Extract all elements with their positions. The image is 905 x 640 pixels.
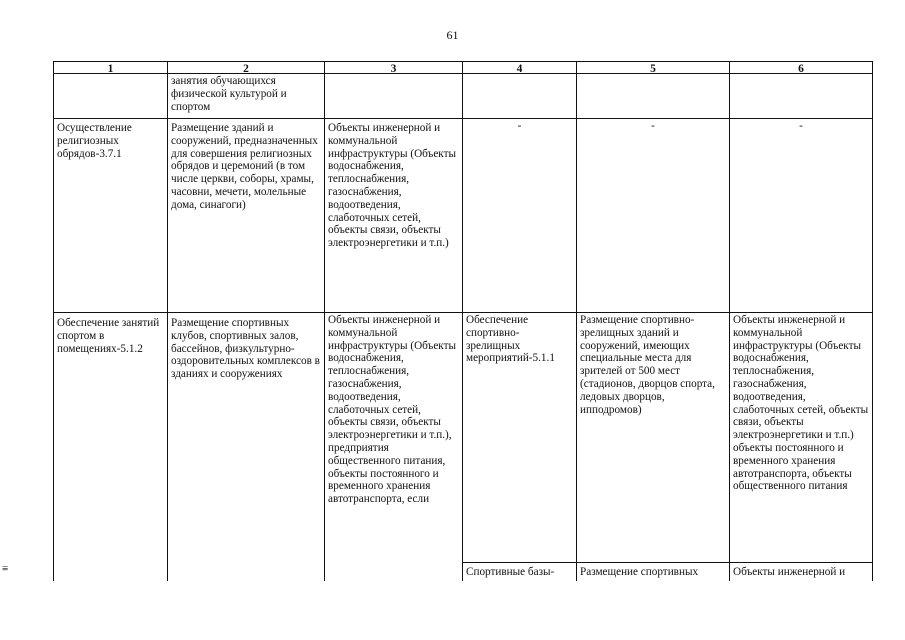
column-header: 2 [243,63,249,74]
table-cell: Объекты инженерной и коммунальной инфраструктуры (Объекты водоснабжения, теплоснабжения, газоснабжения, водоотведения, слаботочных сетей, объекты связи, объекты электроэнергетики и т.п.), предприятия общественного питания, объекты постоянного и временного хранения автотранспорта, если [328,314,457,506]
table-cell: Размещение спортивно-зрелищных зданий и сооружений, имеющих специальные места для зрителей от 500 мест (стадионов, дворцов спорта, ледовых дворцов, ипподромов) [580,314,715,416]
table-cell: - [799,120,803,132]
table-cell: Обеспечение спортивно-зрелищных мероприятий-5.1.1 [466,314,555,365]
table-cell: Обеспечение занятий спортом в помещениях-5.1.2 [57,317,160,355]
margin-mark: ≡ [2,563,9,575]
table-cell: занятия обучающихся физической культурой и спортом [171,75,287,113]
column-header: 4 [516,63,523,74]
table-cell: - [651,120,655,132]
table-cell: Спортивные базы- [466,566,555,578]
column-header: 5 [650,63,656,74]
page-number: 61 [446,28,459,42]
table-cell: Осуществление религиозных обрядов-3.7.1 [57,122,132,160]
row-rule [462,562,873,563]
column-rule [872,61,873,581]
table-cell: Объекты инженерной и коммунальной инфраструктуры (Объекты водоснабжения, теплоснабжения, газоснабжения, водоотведения, слаботочных сетей, объекты связи, объекты электроэнергетики и т.п.) [328,122,457,250]
column-header: 1 [107,63,114,74]
table-cell: Размещение спортивных клубов, спортивных залов, бассейнов, физкультурно-оздоровительных комплексов в зданиях и сооружениях [171,317,320,381]
table-cell: - [517,120,522,132]
table-cell: Объекты инженерной и коммунальной инфраструктуры (Объекты водоснабжения, теплоснабжения, газоснабжения, водоотведения, слаботочных сетей, объекты связи, объекты электроэнергетики и т.п.) объекты постоянного и временного хранения автотранспорта, объекты общественного питания [733,314,869,493]
table-cell: Объекты инженерной и [733,566,846,578]
column-header: 3 [390,63,397,74]
column-header: 6 [798,63,804,74]
table-cell: Размещение спортивных [580,566,699,578]
table-cell: Размещение зданий и сооружений, предназначенных для совершения религиозных обрядов и церемоний (в том числе церкви, соборы, храмы, часовни, мечети, молельные дома, синагоги) [171,122,318,211]
